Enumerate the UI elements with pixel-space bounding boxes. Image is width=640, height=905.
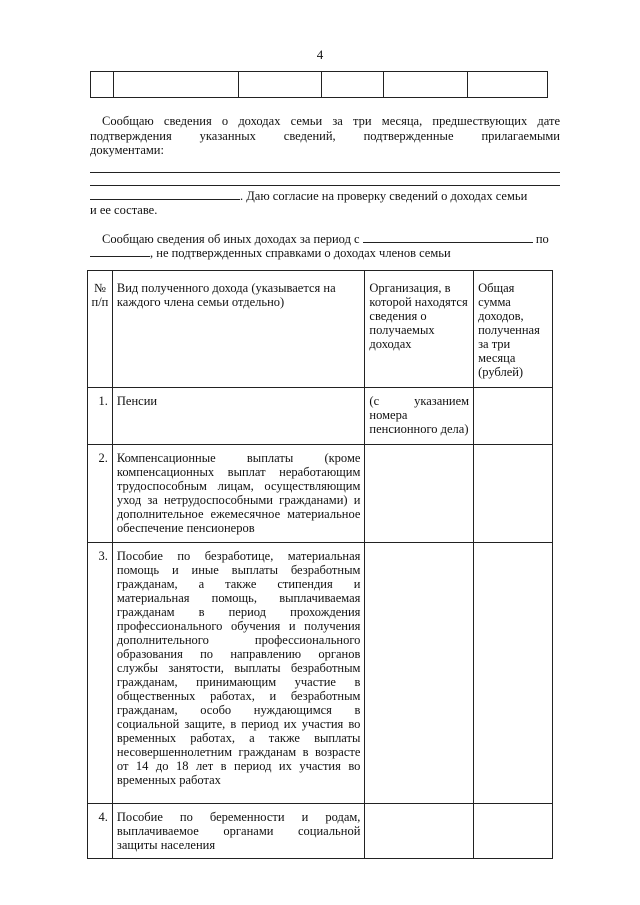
row-organization	[365, 445, 474, 543]
page-number: 4	[316, 47, 324, 62]
period-by-text: по	[535, 232, 549, 246]
row-sum	[474, 445, 553, 543]
table-cell	[113, 72, 238, 98]
row-organization: (с указанием номера пенсионного дела)	[365, 388, 474, 445]
period-to-field	[90, 245, 150, 257]
row-income-type: Компенсационные выплаты (кроме компенсационных выплат неработающим трудоспособным лицам, осуществляющим уход за нетрудоспособными гражданами) и дополнительное ежемесячное материальное обеспечение пенсионеров	[112, 445, 365, 543]
other-income-text: Сообщаю сведения об иных доходах за период с	[102, 232, 360, 246]
consent-line2: и ее составе.	[90, 203, 158, 217]
other-income-suffix: , не подтвержденных справками о доходах членов семьи	[150, 246, 451, 260]
blank-field	[90, 188, 240, 200]
table-row	[88, 388, 553, 445]
row-num: 4.	[88, 804, 113, 859]
row-num: 1.	[88, 388, 113, 445]
header-organization: Организация, в которой находятся сведения о получаемых доходах	[365, 271, 474, 388]
row-organization	[365, 543, 474, 804]
consent-text: . Даю согласие на проверку сведений о доходах семьи	[240, 189, 528, 203]
row-sum	[474, 804, 553, 859]
table-row	[88, 543, 553, 804]
row-num: 3.	[88, 543, 113, 804]
income-statement-line3: документами:	[90, 143, 164, 157]
header-total-sum: Общая сумма доходов, полученная за три месяца (рублей)	[474, 271, 553, 388]
blank-line	[90, 185, 560, 186]
row-income-type: Пособие по беременности и родам, выплачиваемое органами социальной защиты населения	[112, 804, 365, 859]
table-row	[88, 445, 553, 543]
row-income-type: Пенсии	[112, 388, 365, 445]
other-income-line2	[90, 245, 560, 260]
income-statement-line2: подтверждения указанных сведений, подтвержденные прилагаемыми	[90, 129, 560, 143]
table-cell	[238, 72, 322, 98]
header-num: № п/п	[88, 271, 113, 388]
table-cell	[91, 72, 114, 98]
row-income-type: Пособие по безработице, материальная помощь и иные выплаты безработным гражданам, а также стипендия и материальная помощь, выплачиваемая гражданам в период прохождения профессионального обучения и получения дополнительного профессионального образования по направлению органов службы занятости, выплаты безработным гражданам, принимающим участие в общественных работах, и безработным гражданам, особо нуждающимся в социальной защите, в период их участия во временных работах, а также выплаты несовершеннолетним гражданам в возрасте от 14 до 18 лет в период их участия во временных работах	[112, 543, 365, 804]
table-cell	[322, 72, 384, 98]
income-table	[87, 270, 553, 859]
table-cell	[384, 72, 468, 98]
period-from-field	[363, 231, 533, 243]
row-sum	[474, 388, 553, 445]
row-sum	[474, 543, 553, 804]
other-income-line1	[90, 231, 560, 246]
continued-table-row	[90, 71, 548, 98]
table-row	[88, 804, 553, 859]
consent-line	[90, 188, 560, 203]
table-cell	[468, 72, 548, 98]
blank-line	[90, 172, 560, 173]
income-statement-line1: Сообщаю сведения о доходах семьи за три месяца, предшествующих дате	[102, 114, 560, 128]
header-income-type: Вид полученного дохода (указывается на каждого члена семьи отдельно)	[112, 271, 365, 388]
row-organization	[365, 804, 474, 859]
table-header-row	[88, 271, 553, 388]
row-num: 2.	[88, 445, 113, 543]
